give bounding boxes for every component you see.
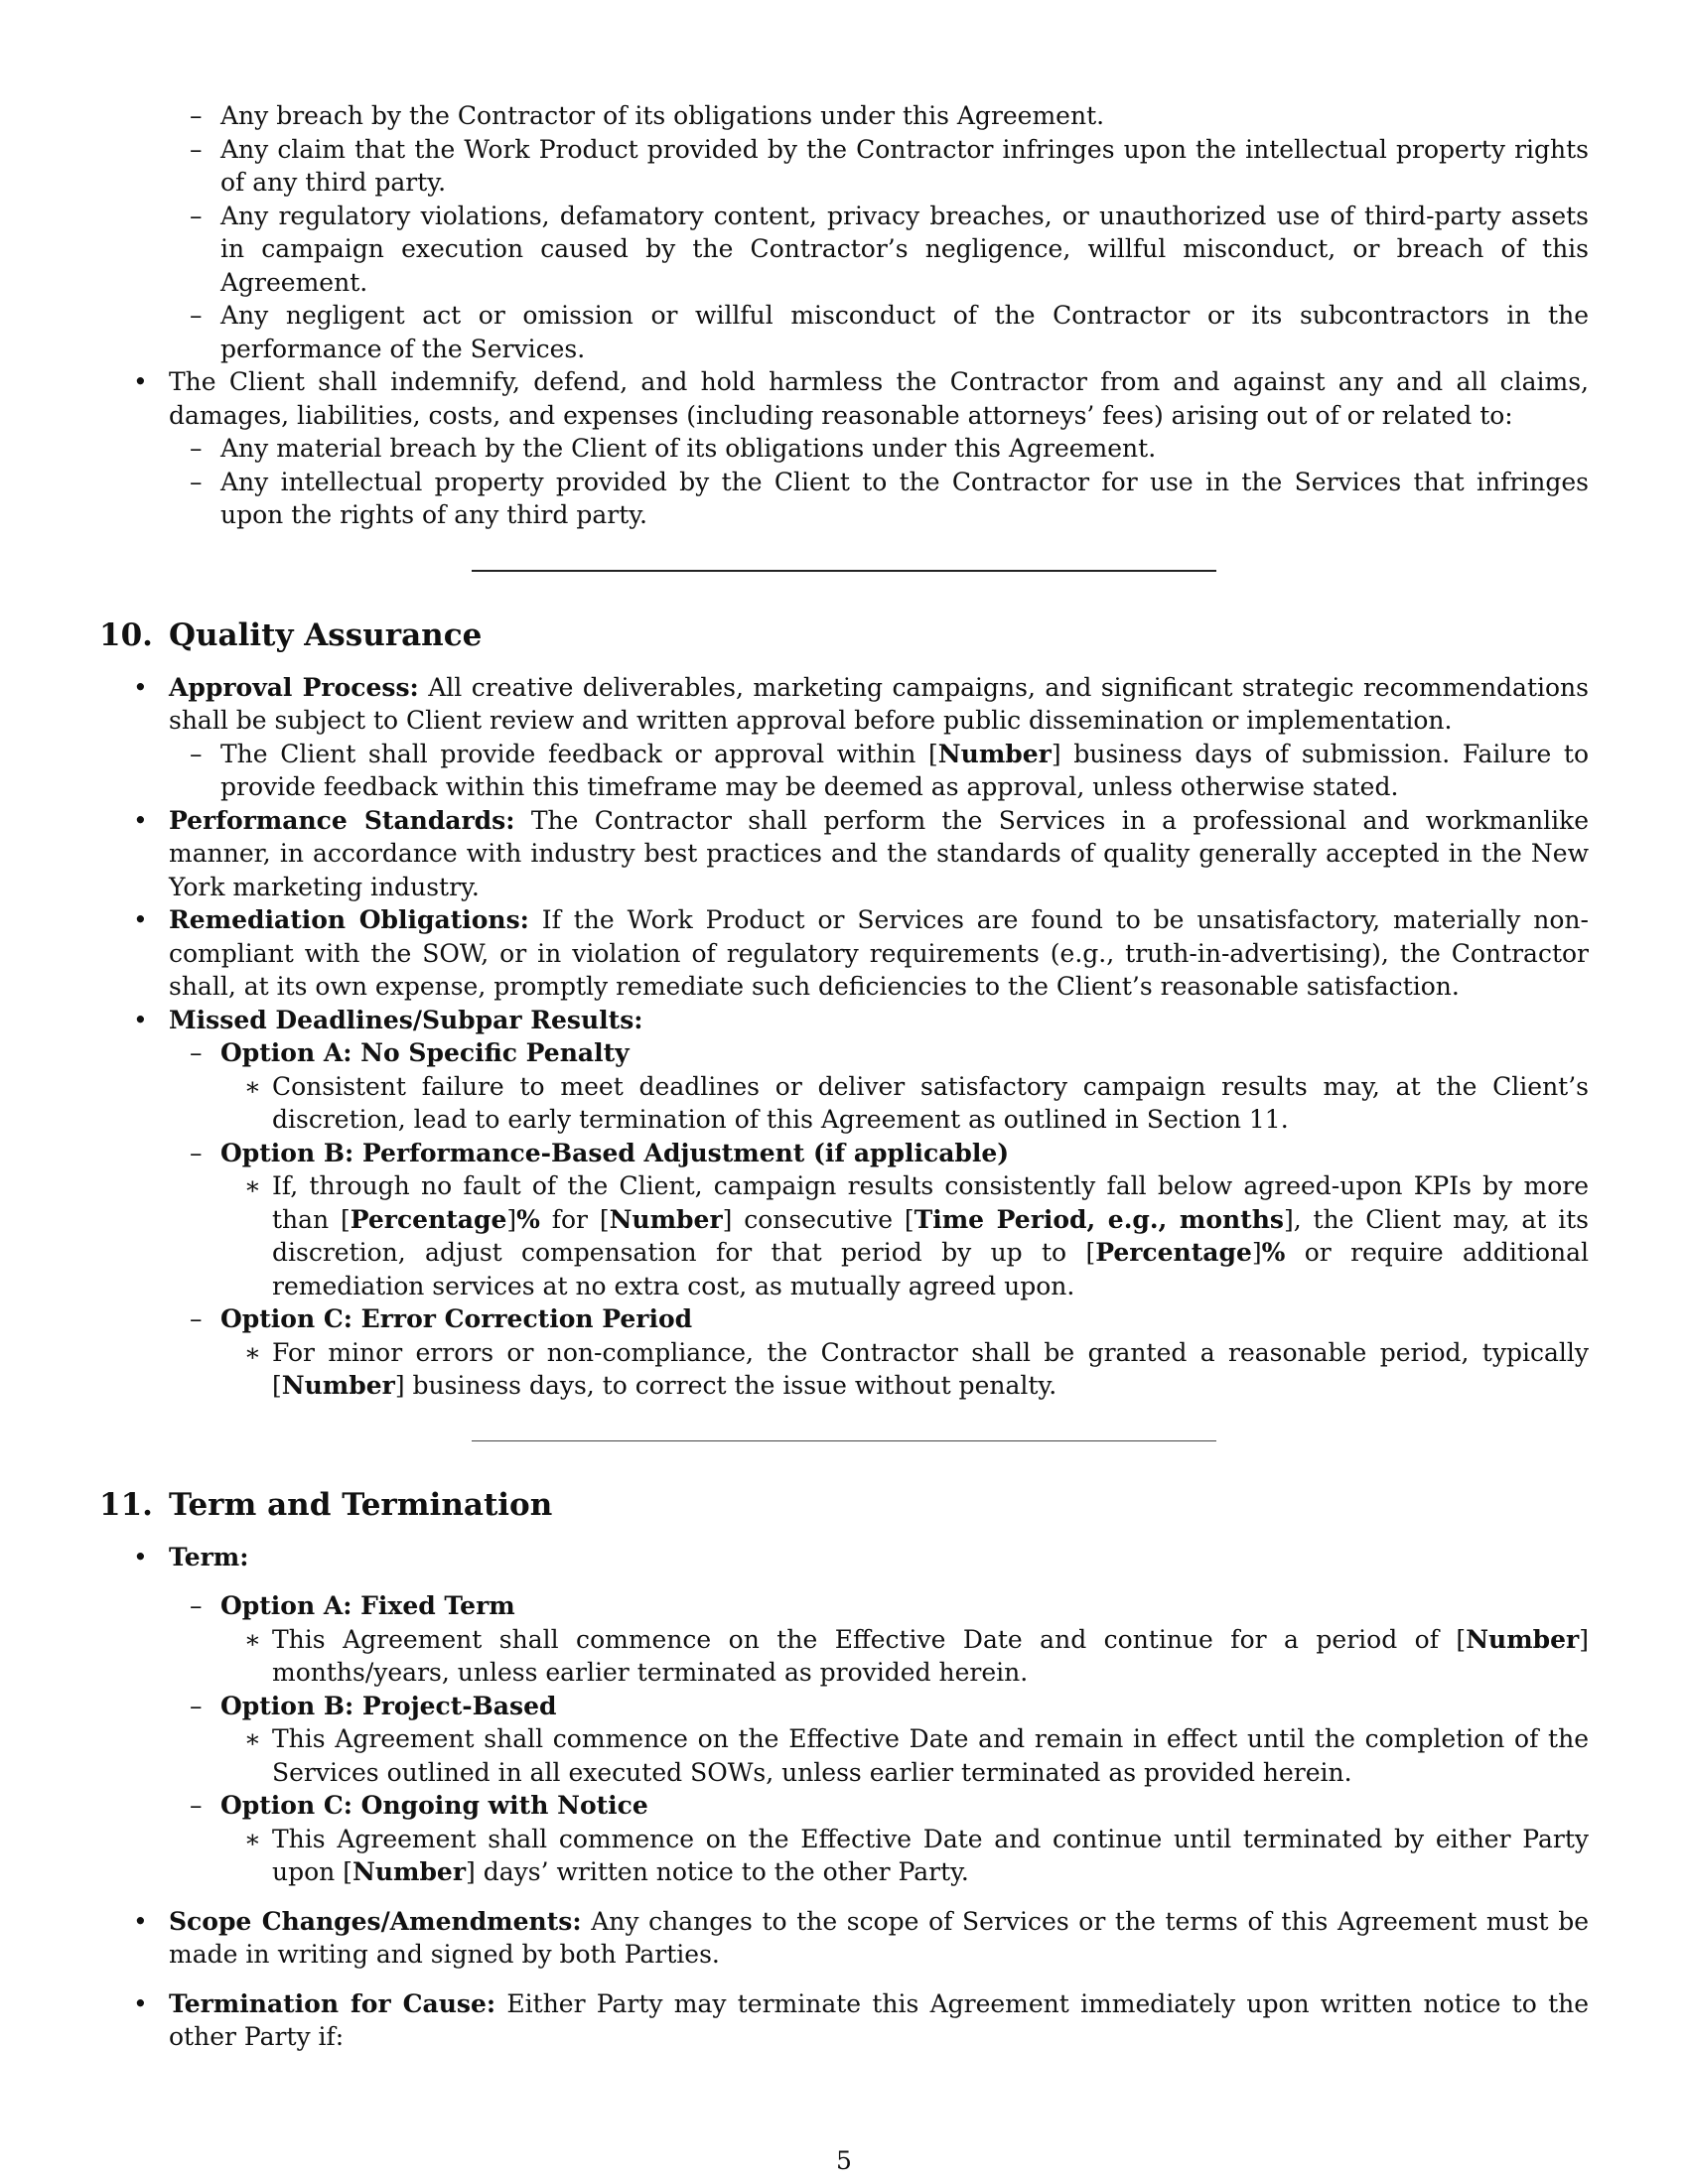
section-heading-term-and-termination: 11. Term and Termination	[99, 1486, 553, 1523]
page-number: 5	[836, 2146, 852, 2175]
list-item: – Any claim that the Work Product provided by the Contractor infringes upon the intellectual property rights of any third party.	[160, 133, 1589, 200]
option-a-fixed-term-item: – Option A: Fixed Term ∗ This Agreement shall commence on the Effective Date and continue for a period of [Number] months/years, unless earlier terminated as provided herein.	[160, 1589, 1589, 1690]
quality-assurance-list	[99, 671, 1589, 1403]
list-item: ∗ If, through no fault of the Client, campaign results consistently fall below agreed-upon KPIs by more than [Percentage]% for [Number] consecutive [Time Period, e.g., months], the Client may, at its discretion, adjust compensation for that period by up to [Percentage]% or require additional remediation services at no extra cost, as mutually agreed upon.	[220, 1169, 1589, 1302]
list-item: ∗ For minor errors or non-compliance, the Contractor shall be granted a reasonable period, typically [Number] business days, to correct the issue without penalty.	[220, 1336, 1589, 1403]
list-item: – Any intellectual property provided by the Client to the Contractor for use in the Services that infringes upon the rights of any third party.	[160, 466, 1589, 532]
option-c-item: – Option C: Error Correction Period ∗ For minor errors or non-compliance, the Contractor shall be granted a reasonable period, typically [Number] business days, to correct the issue without penalty.	[160, 1302, 1589, 1403]
section-heading-quality-assurance: 10. Quality Assurance	[99, 616, 483, 653]
term-item: • Term: – Option A: Fixed Term ∗ This Agreement shall commence on the Effective Date and continue for a period of [Number] months/years, unless earlier terminated as provided herein. – Option B: Project-Based ∗ This Agreement shall commence on the Effective Date and remain in effect until the completion of the Services outlined in all executed SOWs, unless earlier terminated as provided herein. – Option C: Ongoing with Notice ∗ This Agreement shall commence on the Effective Date and continue until terminated by either Party upon [Number] days’ written notice to the other Party.	[99, 1541, 1589, 1889]
indemnification-continued	[99, 99, 1589, 532]
contractor-indemnity-continued	[99, 99, 1589, 365]
termination-for-cause-item: • Termination for Cause: Either Party may terminate this Agreement immediately upon written notice to the other Party if:	[99, 1987, 1589, 2054]
performance-standards-item: • Performance Standards: The Contractor shall perform the Services in a professional and workmanlike manner, in accordance with industry best practices and the standards of quality generally accepted in the New York marketing industry.	[99, 804, 1589, 904]
remediation-obligations-item: • Remediation Obligations: If the Work Product or Services are found to be unsatisfactory, materially non-compliant with the SOW, or in violation of regulatory requirements (e.g., truth-in-advertising), the Contractor shall, at its own expense, promptly remediate such deficiencies to the Client’s reasonable satisfaction.	[99, 903, 1589, 1004]
list-item: ∗ Consistent failure to meet deadlines or deliver satisfactory campaign results may, at the Client’s discretion, lead to early termination of this Agreement as outlined in Section 11.	[220, 1070, 1589, 1137]
list-item: – Any regulatory violations, defamatory content, privacy breaches, or unauthorized use of third-party assets in campaign execution caused by the Contractor’s negligence, willful misconduct, or breach of this Agreement.	[160, 200, 1589, 300]
option-b-project-based-item: – Option B: Project-Based ∗ This Agreement shall commence on the Effective Date and remain in effect until the completion of the Services outlined in all executed SOWs, unless earlier terminated as provided herein.	[160, 1690, 1589, 1790]
approval-process-item: • Approval Process: All creative deliverables, marketing campaigns, and significant strategic recommendations shall be subject to Client review and written approval before public dissemination or implementation. – The Client shall provide feedback or approval within [Number] business days of submission. Failure to provide feedback within this timeframe may be deemed as approval, unless otherwise stated.	[99, 671, 1589, 804]
option-c-ongoing-item: – Option C: Ongoing with Notice ∗ This Agreement shall commence on the Effective Date and continue until terminated by either Party upon [Number] days’ written notice to the other Party.	[160, 1789, 1589, 1889]
page-content	[99, 99, 1589, 2054]
list-item: ∗ This Agreement shall commence on the Effective Date and remain in effect until the completion of the Services outlined in all executed SOWs, unless earlier terminated as provided herein.	[220, 1722, 1589, 1789]
option-b-item: – Option B: Performance-Based Adjustment (if applicable) ∗ If, through no fault of the Client, campaign results consistently fall below agreed-upon KPIs by more than [Percentage]% for [Number] consecutive [Time Period, e.g., months], the Client may, at its discretion, adjust compensation for that period by up to [Percentage]% or require additional remediation services at no extra cost, as mutually agreed upon.	[160, 1137, 1589, 1303]
list-item: – Any material breach by the Client of its obligations under this Agreement.	[160, 432, 1589, 466]
option-a-item: – Option A: No Specific Penalty ∗ Consistent failure to meet deadlines or deliver satisfactory campaign results may, at the Client’s discretion, lead to early termination of this Agreement as outlined in Section 11.	[160, 1036, 1589, 1137]
section-divider	[472, 570, 1216, 572]
client-indemnity-item: • The Client shall indemnify, defend, and hold harmless the Contractor from and against any and all claims, damages, liabilities, costs, and expenses (including reasonable attorneys’ fees) arising out of or related to: – Any material breach by the Client of its obligations under this Agreement. – Any intellectual property provided by the Client to the Contractor for use in the Services that infringes upon the rights of any third party.	[99, 365, 1589, 532]
list-item: – Any breach by the Contractor of its obligations under this Agreement.	[160, 99, 1589, 133]
missed-deadlines-item: • Missed Deadlines/Subpar Results: – Option A: No Specific Penalty ∗ Consistent failure to meet deadlines or deliver satisfactory campaign results may, at the Client’s discretion, lead to early termination of this Agreement as outlined in Section 11. – Option B: Performance-Based Adjustment (if applicable) ∗ If, through no fault of the Client, campaign results consistently fall below agreed-upon KPIs by more than [Percentage]% for [Number] consecutive [Time Period, e.g., months], the Client may, at its discretion, adjust compensation for that period by up to [Percentage]% or require additional remediation services at no extra cost, as mutually agreed upon. – Option C: Error Correction Period ∗ For minor errors or non-compliance, the Contractor shall be granted a reasonable period, typically [Number] business days, to correct the issue without penalty.	[99, 1004, 1589, 1403]
list-item: ∗ This Agreement shall commence on the Effective Date and continue for a period of [Number] months/years, unless earlier terminated as provided herein.	[220, 1623, 1589, 1690]
term-and-termination-list	[99, 1541, 1589, 2054]
section-divider	[472, 1440, 1216, 1441]
scope-changes-item: • Scope Changes/Amendments: Any changes to the scope of Services or the terms of this Agreement must be made in writing and signed by both Parties.	[99, 1905, 1589, 1972]
list-item: – The Client shall provide feedback or approval within [Number] business days of submission. Failure to provide feedback within this timeframe may be deemed as approval, unless otherwise stated.	[160, 738, 1589, 804]
list-item: – Any negligent act or omission or willful misconduct of the Contractor or its subcontractors in the performance of the Services.	[160, 299, 1589, 365]
list-item: ∗ This Agreement shall commence on the Effective Date and continue until terminated by either Party upon [Number] days’ written notice to the other Party.	[220, 1823, 1589, 1889]
